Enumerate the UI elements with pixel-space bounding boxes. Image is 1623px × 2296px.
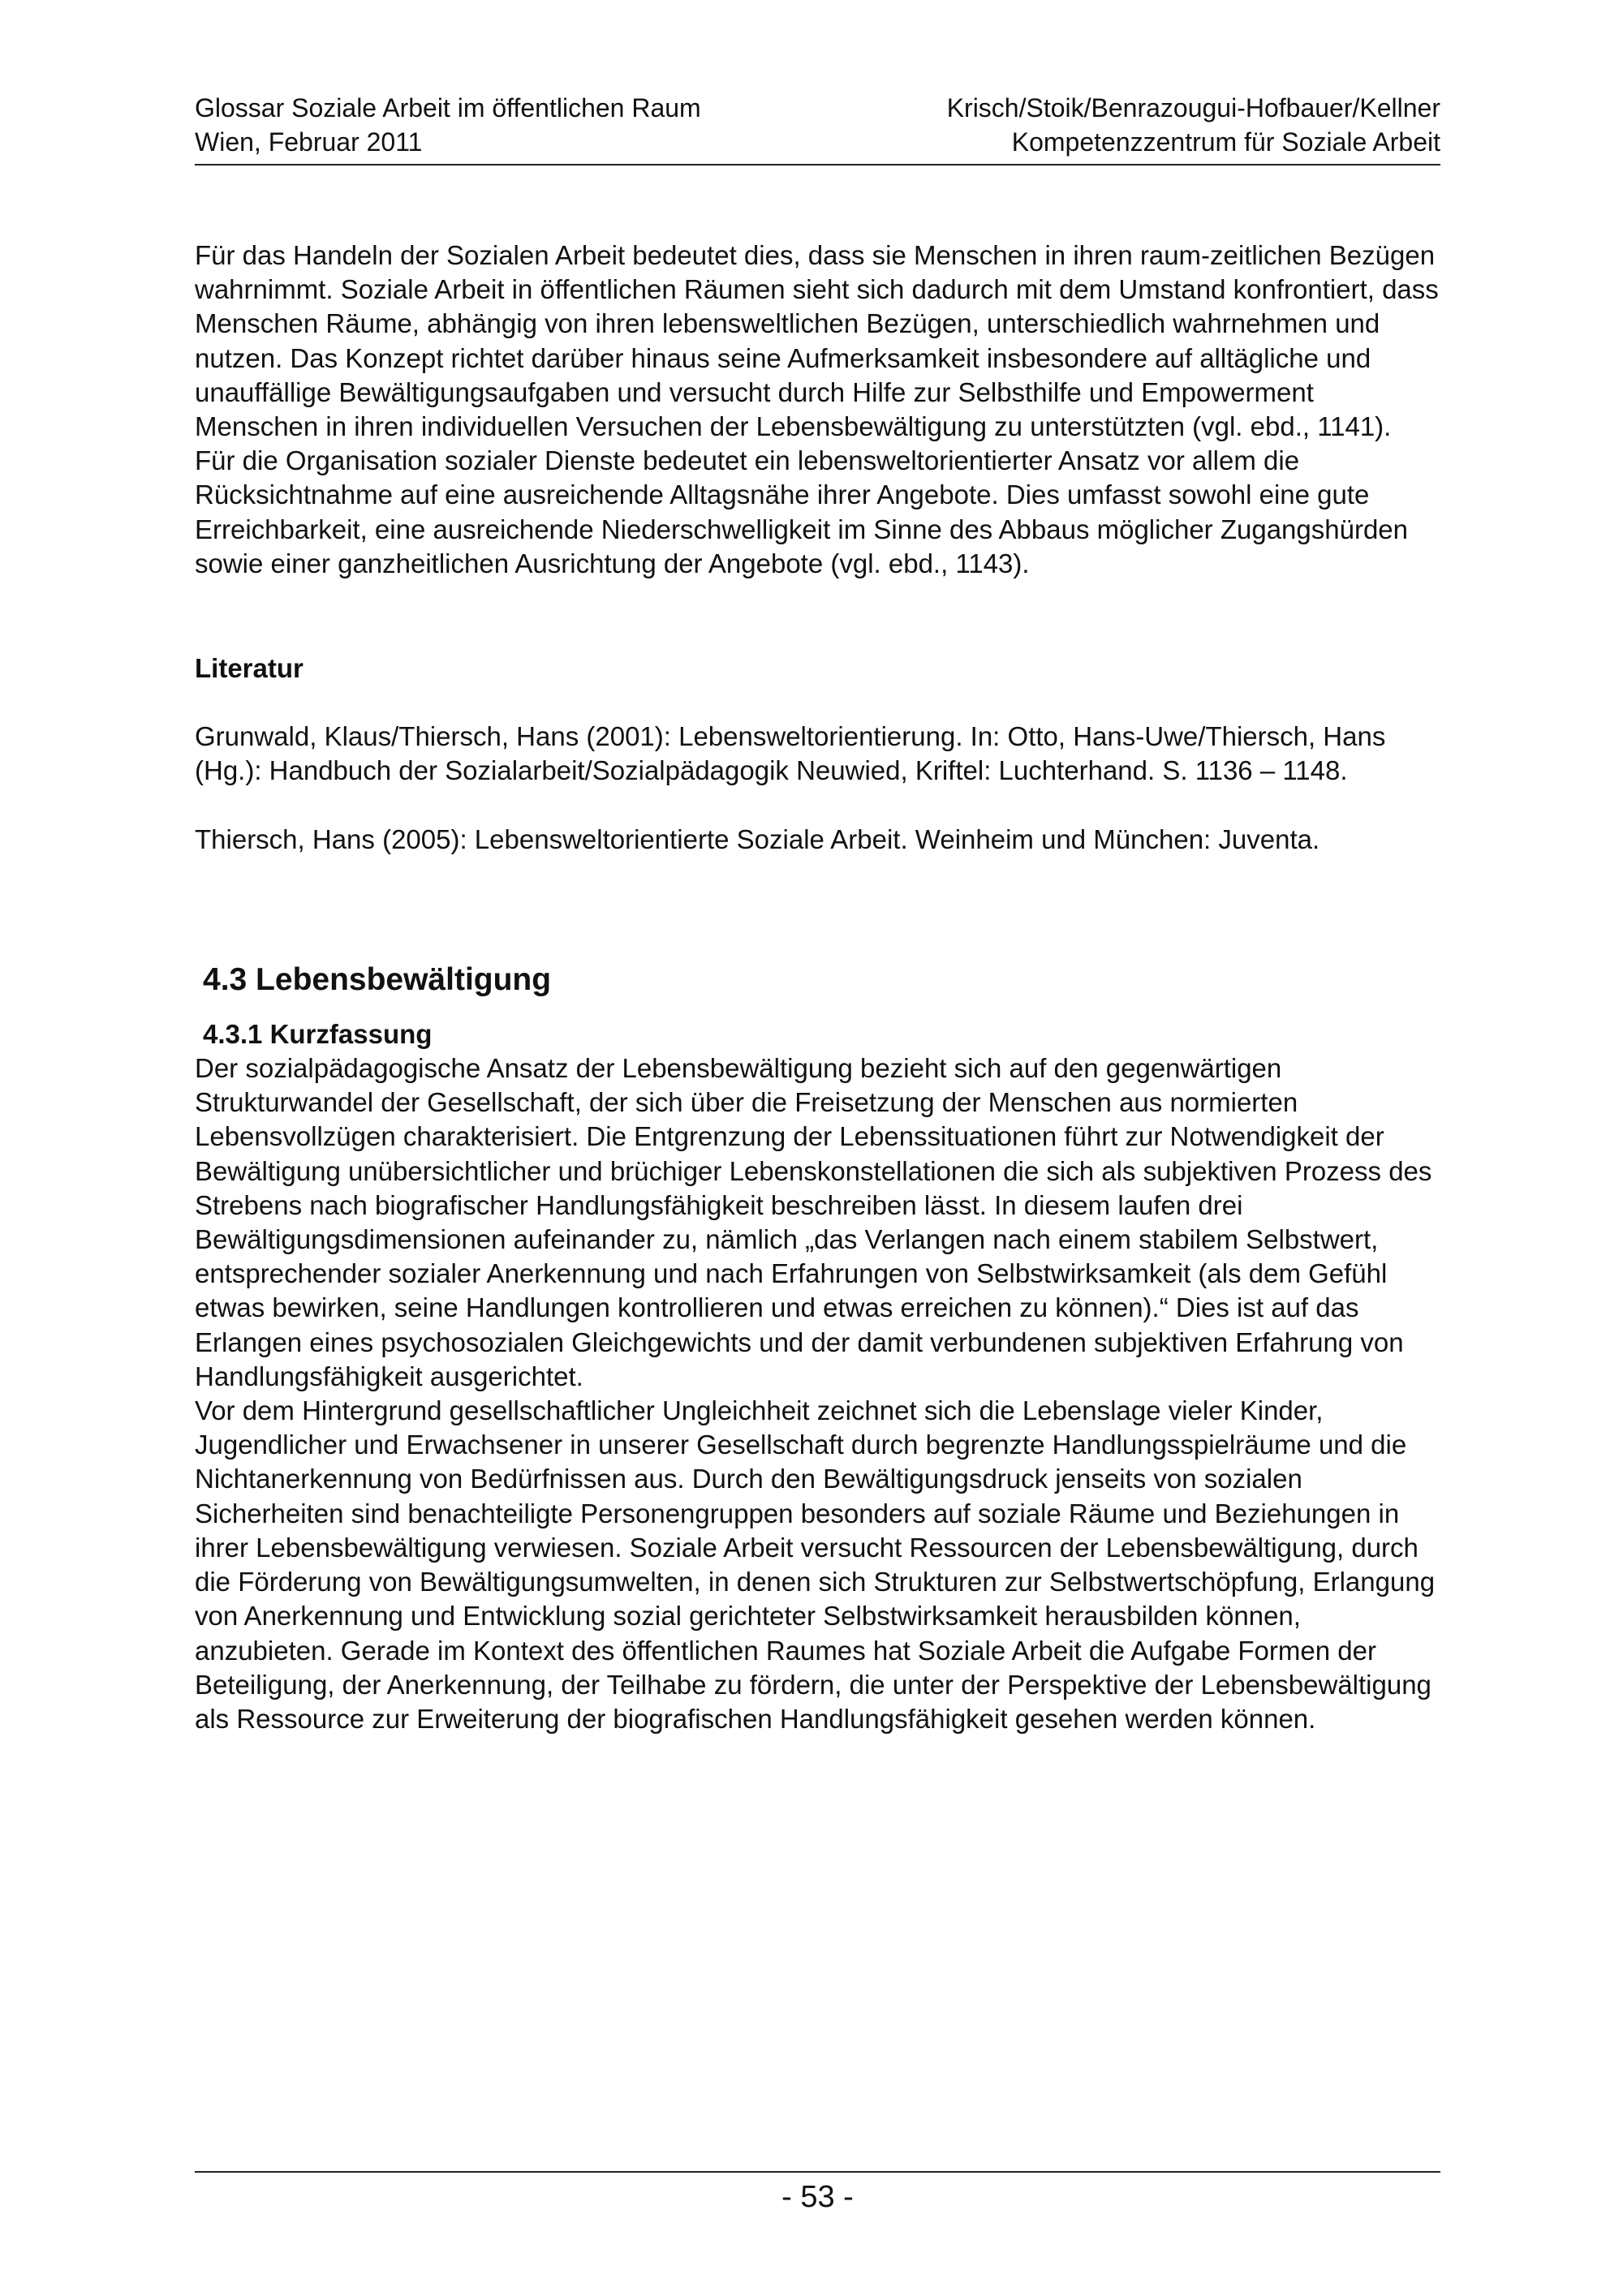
body-paragraph: Für das Handeln der Sozialen Arbeit bedeutet dies, dass sie Menschen in ihren raum-zeitlichen Bezügen wahrnimmt. Soziale Arbeit in öffentlichen Räumen sieht sich dadurch mit dem Umstand konfrontiert, dass Menschen Räume, abhängig von ihren lebensweltlichen Bezügen, unterschiedlich wahrnehmen und nutzen. Das Konzept richtet darüber hinaus seine Aufmerksamkeit insbesondere auf alltägliche und unauffällige Bewältigungsaufgaben und versucht durch Hilfe zur Selbsthilfe und Empowerment Menschen in ihren individuellen Versuchen der Lebensbewältigung zu unterstützten (vgl. ebd., 1141).	[195, 240, 1439, 442]
header-divider	[195, 164, 1440, 166]
header-document-title: Glossar Soziale Arbeit im öffentlichen Raum	[195, 93, 701, 123]
page-number: - 53 -	[781, 2180, 854, 2214]
section-title: 4.3 Lebensbewältigung	[203, 961, 552, 997]
page-content	[195, 239, 1440, 1736]
subsection-title: 4.3.1 Kurzfassung	[203, 1018, 433, 1049]
footer-divider	[195, 2171, 1440, 2173]
header-authors: Krisch/Stoik/Benrazougui-Hofbauer/Kellner	[946, 93, 1440, 123]
literature-entry: Grunwald, Klaus/Thiersch, Hans (2001): Lebensweltorientierung. In: Otto, Hans-Uwe/Thiersch, Hans (Hg.): Handbuch der Sozialarbeit/Sozialpädagogik Neuwied, Kriftel: Luchterhand. S. 1136 – 1148.	[195, 721, 1386, 786]
section-paragraph: Der sozialpädagogische Ansatz der Lebensbewältigung bezieht sich auf den gegenwärtigen Strukturwandel der Gesellschaft, der sich über die Freisetzung der Menschen aus normierten Lebensvollzügen charakterisiert. Die Entgrenzung der Lebenssituationen führt zur Notwendigkeit der Bewältigung unübersichtlicher und brüchiger Lebenskonstellationen die sich als subjektiven Prozess des Strebens nach biografischer Handlungsfähigkeit beschreiben lässt. In diesem laufen drei Bewältigungsdimensionen aufeinander zu, nämlich „das Verlangen nach einem stabilem Selbstwert, entsprechender sozialer Anerkennung und nach Erfahrungen von Selbstwirksamkeit (als dem Gefühl etwas bewirken, seine Handlungen kontrollieren und etwas erreichen zu können).“ Dies ist auf das Erlangen eines psychosozialen Gleichgewichts und der damit verbundenen subjektiven Erfahrung von Handlungsfähigkeit ausgerichtet.	[195, 1053, 1432, 1391]
header-organization: Kompetenzzentrum für Soziale Arbeit	[1011, 127, 1440, 157]
header-row-1	[195, 91, 1440, 125]
section-paragraph: Vor dem Hintergrund gesellschaftlicher Ungleichheit zeichnet sich die Lebenslage vieler Kinder, Jugendlicher und Erwachsener in unserer Gesellschaft durch begrenzte Handlungsspielräume und die Nichtanerkennung von Bedürfnissen aus. Durch den Bewältigungsdruck jenseits von sozialen Sicherheiten sind benachteiligte Personengruppen besonders auf soziale Räume und Beziehungen in ihrer Lebensbewältigung verwiesen. Soziale Arbeit versucht Ressourcen der Lebensbewältigung, durch die Förderung von Bewältigungsumwelten, in denen sich Strukturen zur Selbstwertschöpfung, Erlangung von Anerkennung und Entwicklung sozial gerichteter Selbstwirksamkeit herausbilden können, anzubieten. Gerade im Kontext des öffentlichen Raumes hat Soziale Arbeit die Aufgabe Formen der Beteiligung, der Anerkennung, der Teilhabe zu fördern, die unter der Perspektive der Lebensbewältigung als Ressource zur Erweiterung der biografischen Handlungsfähigkeit gesehen werden können.	[195, 1395, 1436, 1734]
header-date: Wien, Februar 2011	[195, 127, 423, 157]
literature-heading: Literatur	[195, 653, 304, 684]
body-paragraph: Für die Organisation sozialer Dienste bedeutet ein lebensweltorientierter Ansatz vor allem die Rücksichtnahme auf eine ausreichende Alltagsnähe ihrer Angebote. Dies umfasst sowohl eine gute Erreichbarkeit, eine ausreichende Niederschwelligkeit im Sinne des Abbaus möglicher Zugangshürden sowie einer ganzheitlichen Ausrichtung der Angebote (vgl. ebd., 1143).	[195, 445, 1409, 578]
header-row-2	[195, 125, 1440, 159]
page-header	[195, 91, 1440, 159]
literature-entry: Thiersch, Hans (2005): Lebensweltorientierte Soziale Arbeit. Weinheim und München: Juventa.	[195, 823, 1320, 854]
